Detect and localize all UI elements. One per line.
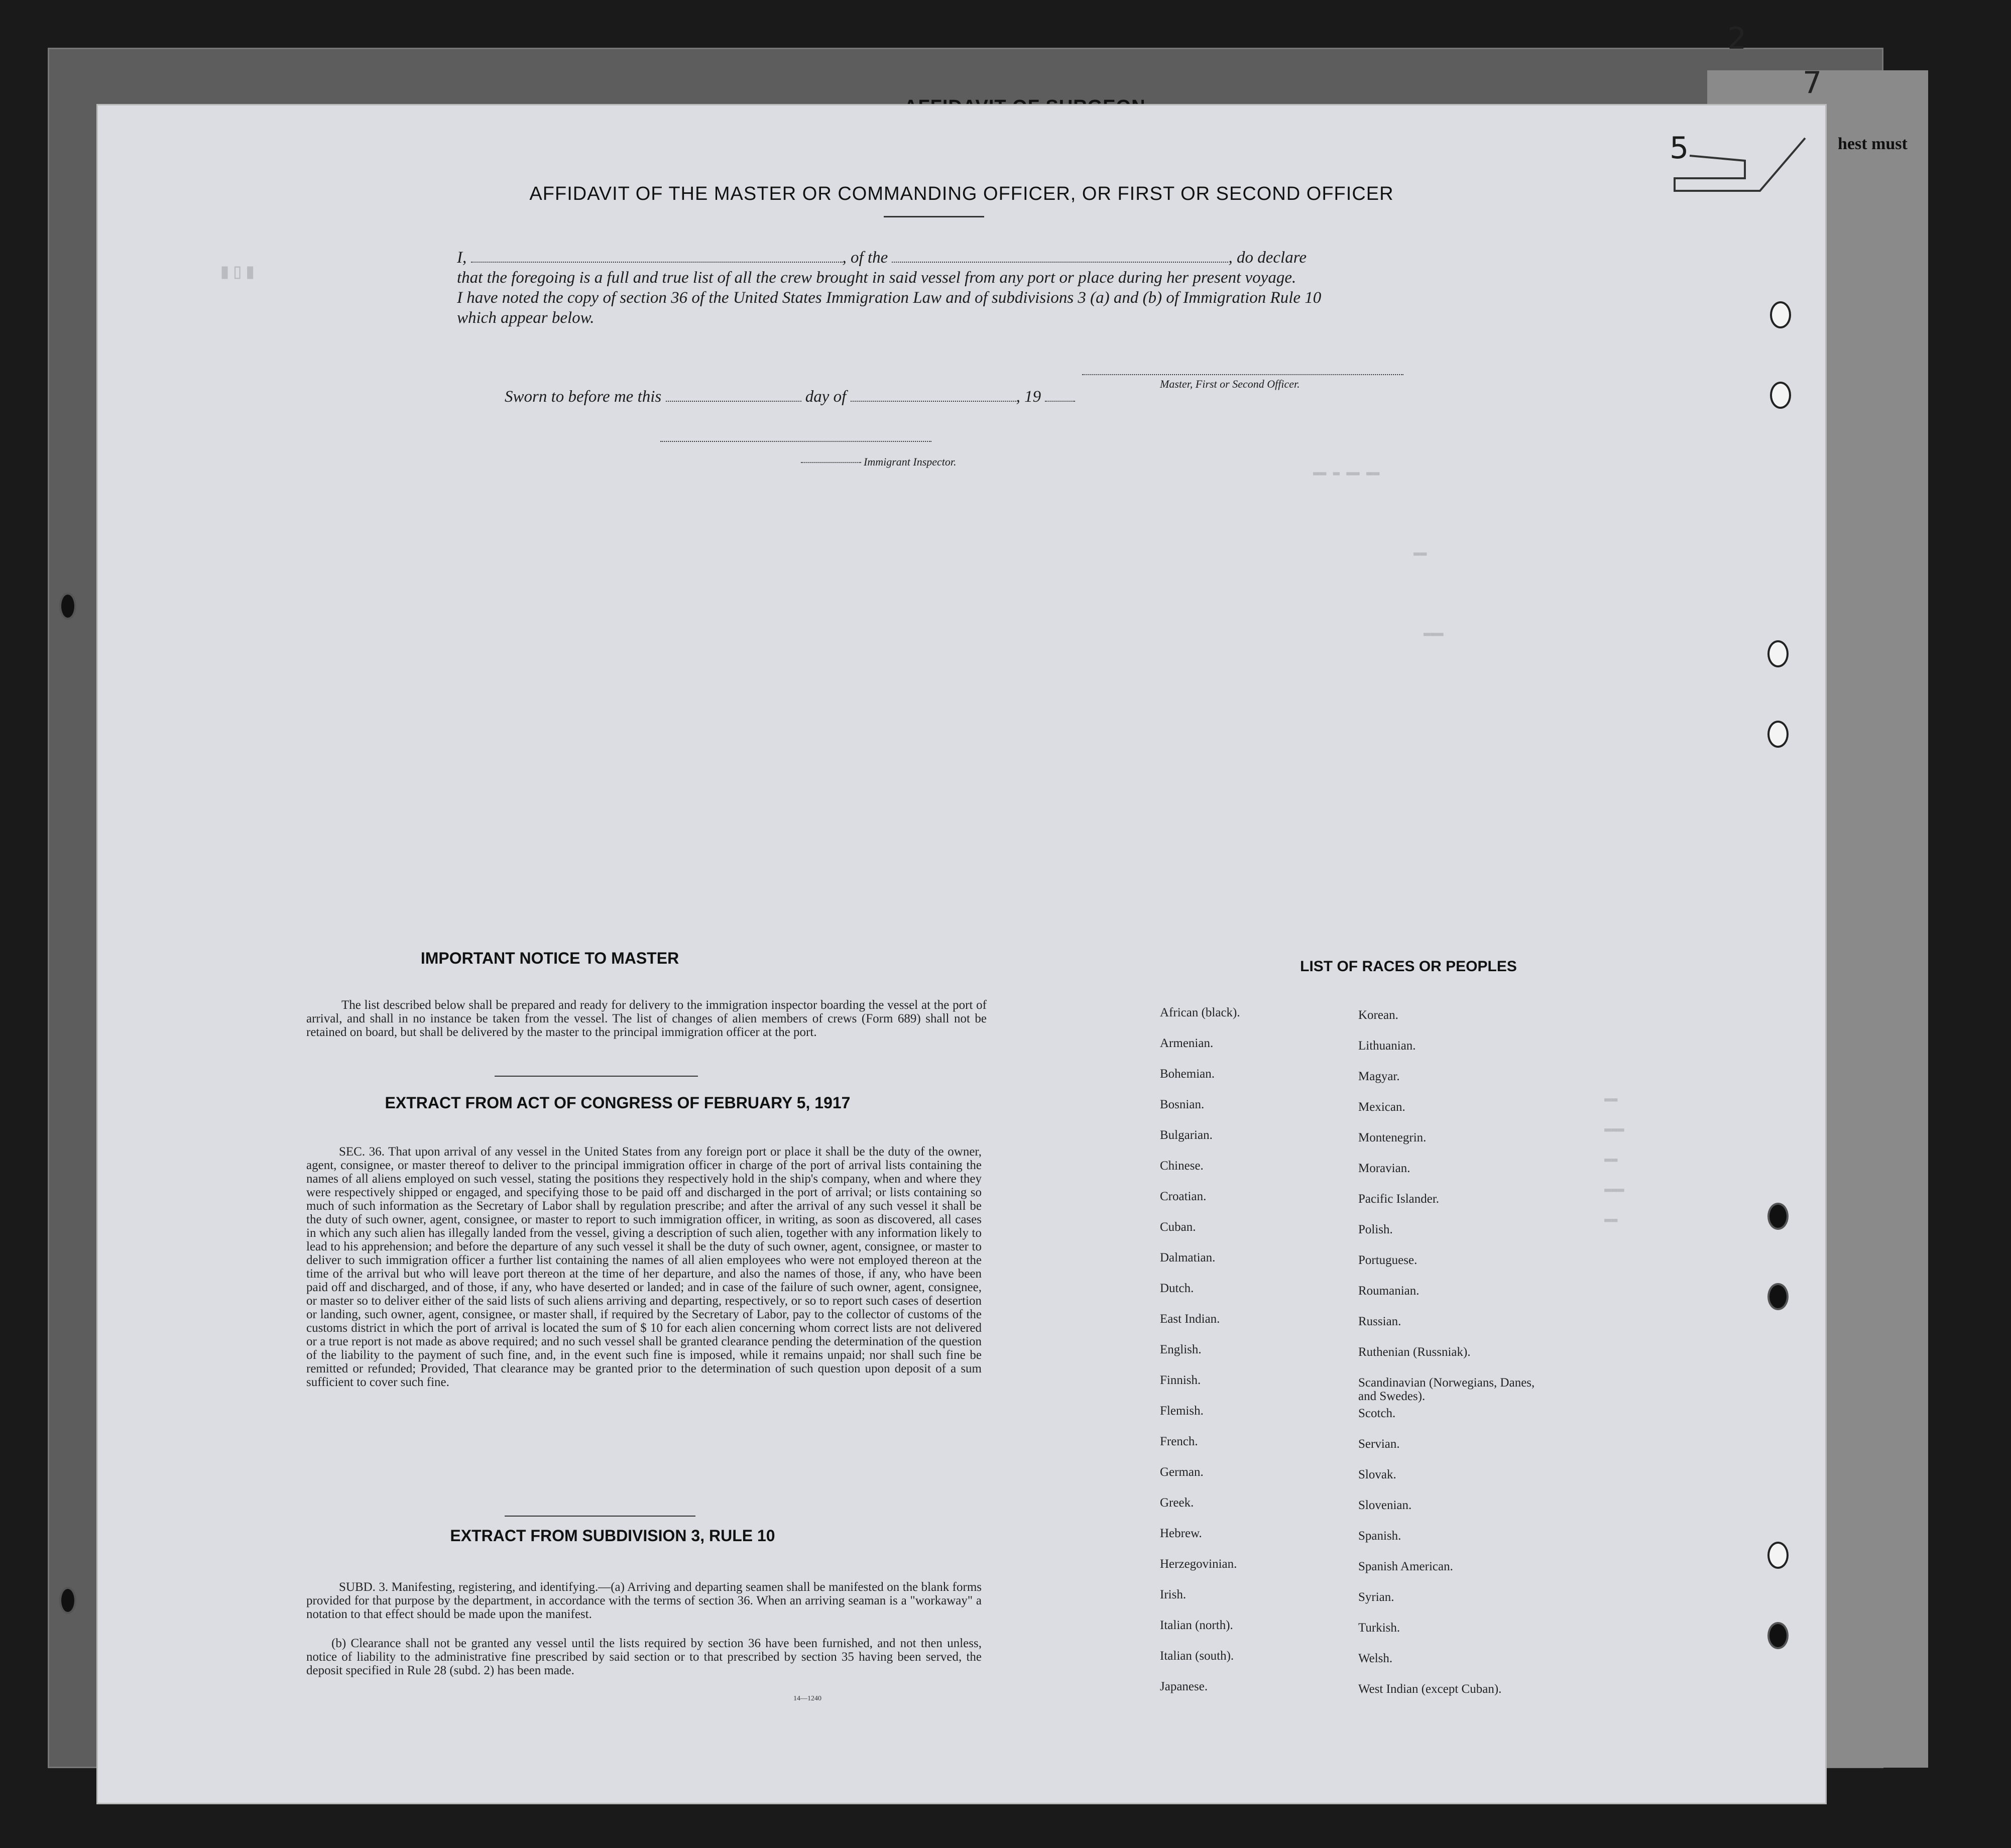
divider xyxy=(495,1076,698,1077)
race-item: Polish. xyxy=(1358,1223,1393,1236)
race-item: Mexican. xyxy=(1358,1100,1405,1114)
race-item: Spanish American. xyxy=(1358,1560,1453,1573)
binder-hole-icon xyxy=(1767,1203,1789,1230)
race-item: Scotch. xyxy=(1358,1407,1396,1420)
race-item: Portuguese. xyxy=(1358,1253,1417,1267)
officer-name-field[interactable] xyxy=(471,248,843,263)
inspector-signature-field[interactable] xyxy=(660,441,931,442)
race-item: West Indian (except Cuban). xyxy=(1358,1682,1502,1696)
bleed-through: ▬▬ ▬ ▬▬ ▬▬ xyxy=(1313,467,1380,480)
master-signature-label: Master, First or Second Officer. xyxy=(1160,378,1300,390)
sworn-day-field[interactable] xyxy=(666,387,801,402)
declaration-line-4: which appear below. xyxy=(457,309,595,327)
notice-heading: IMPORTANT NOTICE TO MASTER xyxy=(420,949,679,967)
race-item: French. xyxy=(1160,1435,1198,1448)
race-item: Spanish. xyxy=(1358,1529,1401,1543)
extract-act-heading: EXTRACT FROM ACT OF CONGRESS OF FEBRUARY 5, 1917 xyxy=(385,1094,851,1112)
day-of-label: day of xyxy=(805,388,847,406)
form-number: 14—1240 xyxy=(793,1695,821,1702)
races-left-column xyxy=(1160,1006,1351,1710)
sworn-year-field[interactable] xyxy=(1045,387,1075,402)
race-item: German. xyxy=(1160,1465,1204,1479)
binder-hole-icon xyxy=(1770,382,1791,409)
binder-hole-icon xyxy=(1767,640,1789,667)
inspector-label: Immigrant Inspector. xyxy=(864,455,957,468)
race-item: Greek. xyxy=(1160,1496,1194,1510)
race-item: Korean. xyxy=(1358,1008,1398,1022)
race-item: Russian. xyxy=(1358,1315,1401,1328)
races-right-column xyxy=(1358,1008,1554,1713)
binder-hole-icon xyxy=(1767,1542,1789,1569)
declaration-line-3: I have noted the copy of section 36 of the United States Immigration Law and of subdivisions 3 (a) and (b) of Immigration Rule 10 xyxy=(457,289,1322,307)
sworn-month-field[interactable] xyxy=(851,387,1016,402)
underlying-fragment: hest must xyxy=(1838,135,1908,153)
race-item: Armenian. xyxy=(1160,1036,1214,1050)
race-item: Syrian. xyxy=(1358,1590,1394,1604)
corner-number: 7 xyxy=(1803,65,1822,100)
race-item: Bulgarian. xyxy=(1160,1128,1213,1142)
race-item: Japanese. xyxy=(1160,1680,1208,1693)
declaration-i-label: I, xyxy=(457,249,467,267)
race-item: Italian (north). xyxy=(1160,1619,1233,1632)
inspector-lead-line xyxy=(801,462,861,463)
binder-hole-icon xyxy=(59,593,76,620)
affidavit-title: AFFIDAVIT OF THE MASTER OR COMMANDING OFFICER, OR FIRST OR SECOND OFFICER xyxy=(529,183,1394,204)
sworn-label: Sworn to before me this xyxy=(505,388,662,406)
race-item: Croatian. xyxy=(1160,1190,1207,1203)
binder-hole-icon xyxy=(1770,301,1791,328)
extract-rule-heading: EXTRACT FROM SUBDIVISION 3, RULE 10 xyxy=(450,1527,775,1545)
race-item: Bohemian. xyxy=(1160,1067,1215,1081)
race-item: Cuban. xyxy=(1160,1220,1196,1234)
corner-number: 2 xyxy=(1727,21,1747,56)
extract-act-text: SEC. 36. That upon arrival of any vessel in the United States from any foreign port or place it shall be the duty of the owner, agent, consignee, or master thereof to deliver to the principal immigration officer in charge of the port of arrival lists containing the names of all aliens employed on such vessel, stating the positions they respectively hold in the ship's company, when and where they were respectively shipped or engaged, and specifying those to be paid off and discharged in the port of arrival; or lists containing so much of such information as the Secretary of Labor shall by regulation prescribe; and after the arrival of any such vessel it shall be the duty of such owner, agent, consignee, or master to report to such immigration officer, in writing, as soon as discovered, all cases in which any such alien has illegally landed from the vessel, giving a description of such alien, together with any information likely to lead to his apprehension; and before the departure of any such vessel it shall be the duty of such owner, agent, consignee, or master to deliver to such immigration officer a further list containing the names of all alien employees who were not employed thereon at the time of the arrival but who will leave port thereon at the time of her departure, and also the names of those, if any, who have been paid off and discharged, and of those, if any, who have deserted or landed; and in case of the failure of such owner, agent, consignee, or master so to deliver either of the said lists of such aliens arriving and departing, respectively, or so to report such cases of desertion or landing, such owner, agent, consignee, or master shall, if required by the Secretary of Labor, pay to the collector of customs of the customs district in which the port of arrival is located the sum of $ 10 for each alien concerning whom correct lists are not delivered or a true report is not made as above required; and no such vessel shall be granted clearance pending the determination of the question of the liability to the payment of such fine, and, in the event such fine is imposed, while it remains unpaid; nor shall such fine be remitted or refunded; Provided, That clearance may be granted prior to the determination of such question upon deposit of a sum sufficient to cover such fine. xyxy=(306,1145,982,1389)
master-signature-field[interactable] xyxy=(1082,374,1403,375)
race-item: Slovenian. xyxy=(1358,1498,1412,1512)
race-item: Flemish. xyxy=(1160,1404,1204,1418)
page-number: 5 xyxy=(1670,131,1689,166)
race-item: Slovak. xyxy=(1358,1468,1396,1481)
race-item: English. xyxy=(1160,1343,1202,1356)
declaration-line-1 xyxy=(457,248,1511,268)
race-item: African (black). xyxy=(1160,1006,1240,1019)
races-heading: LIST OF RACES OR PEOPLES xyxy=(1300,958,1517,975)
race-item: Bosnian. xyxy=(1160,1098,1205,1111)
race-item: East Indian. xyxy=(1160,1312,1220,1326)
race-item: Turkish. xyxy=(1358,1621,1400,1635)
binder-hole-icon xyxy=(1767,1622,1789,1649)
year-label: , 19 xyxy=(1016,388,1041,406)
race-item: Dutch. xyxy=(1160,1282,1194,1295)
binder-hole-icon xyxy=(1767,721,1789,748)
bleed-through: ▬▬ ▬▬▬ ▬▬ ▬▬▬ ▬▬ xyxy=(1604,1093,1624,1226)
bleed-through: ▮▯▮ xyxy=(218,259,257,283)
of-the-label: , of the xyxy=(842,249,888,267)
race-item: Roumanian. xyxy=(1358,1284,1419,1298)
do-declare-label: , do declare xyxy=(1228,249,1307,267)
race-item: Hebrew. xyxy=(1160,1527,1202,1540)
race-item: Finnish. xyxy=(1160,1373,1201,1387)
bleed-through: ▬▬▬ xyxy=(1424,628,1444,640)
divider xyxy=(505,1516,695,1517)
divider xyxy=(884,216,984,217)
race-item: Magyar. xyxy=(1358,1070,1400,1083)
notice-text: The list described below shall be prepared and ready for delivery to the immigration inspector boarding the vessel at the port of arrival, and shall in no instance be taken from the vessel. The list of changes of alien members of crews (Form 689) shall not be retained on board, but shall be delivered by the master to the principal immigration officer at the port. xyxy=(306,998,987,1039)
race-item: Italian (south). xyxy=(1160,1649,1234,1663)
extract-rule-text-b: (b) Clearance shall not be granted any vessel until the lists required by section 36 have been furnished, and not then unless, notice of liability to the administrative fine prescribed by said section or to that prescribed by section 35 having been served, the deposit specified in Rule 28 (subd. 2) has been made. xyxy=(306,1637,982,1677)
race-item: Lithuanian. xyxy=(1358,1039,1416,1053)
race-item: Welsh. xyxy=(1358,1652,1393,1665)
race-item: Irish. xyxy=(1160,1588,1187,1601)
race-item: Ruthenian (Russniak). xyxy=(1358,1345,1471,1359)
race-item: Moravian. xyxy=(1358,1162,1410,1175)
race-item: Scandinavian (Norwegians, Danes, and Swedes). xyxy=(1358,1376,1535,1403)
extract-rule-text-a: SUBD. 3. Manifesting, registering, and identifying.—(a) Arriving and departing seamen shall be manifested on the blank forms provided for that purpose by the department, in accordance with the terms of section 36. When an arriving seaman is a "workaway" a notation to that effect should be made upon the manifest. xyxy=(306,1580,982,1621)
race-item: Herzegovinian. xyxy=(1160,1557,1237,1571)
race-item: Servian. xyxy=(1358,1437,1400,1451)
sworn-line xyxy=(505,387,1157,407)
binder-hole-icon xyxy=(59,1587,76,1614)
declaration-line-2: that the foregoing is a full and true list of all the crew brought in said vessel from any port or place during her present voyage. xyxy=(457,269,1296,287)
race-item: Chinese. xyxy=(1160,1159,1204,1173)
race-item: Pacific Islander. xyxy=(1358,1192,1440,1206)
form-page xyxy=(98,105,1825,1803)
binder-hole-icon xyxy=(1767,1283,1789,1310)
vessel-name-field[interactable] xyxy=(892,248,1228,263)
bleed-through: ▬▬ xyxy=(1413,547,1427,560)
race-item: Dalmatian. xyxy=(1160,1251,1216,1264)
race-item: Montenegrin. xyxy=(1358,1131,1427,1144)
